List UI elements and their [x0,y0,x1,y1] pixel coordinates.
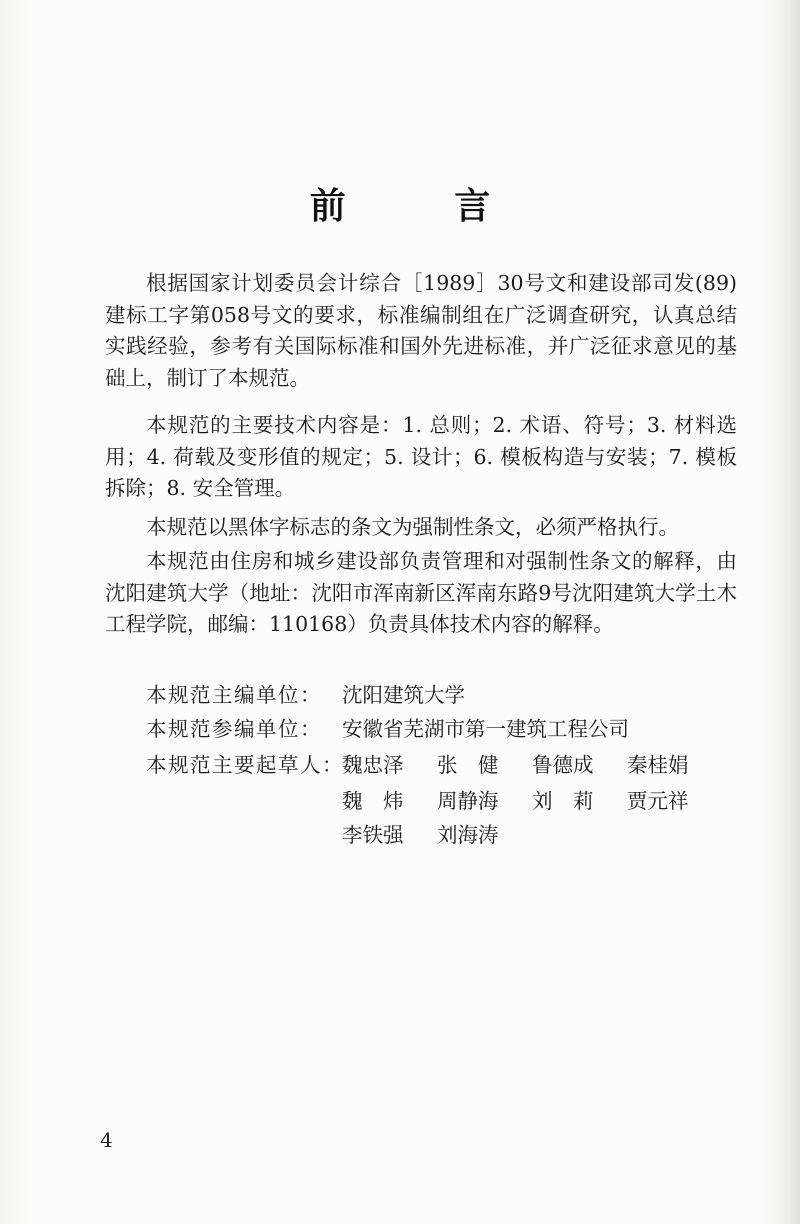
drafter-name: 刘 莉 [532,789,594,813]
drafters-row [146,750,342,782]
drafters-line-3 [342,820,532,852]
drafter-name: 刘海涛 [437,823,499,847]
chief-editor-label: 本规范主编单位： [146,683,322,707]
participant-row [146,714,629,746]
paragraph-mandatory: 本规范以黑体字标志的条文为强制性条文，必须严格执行。 [146,515,679,539]
page-number: 4 [100,1128,113,1152]
drafter-name: 魏 炜 [342,789,404,813]
drafter-name: 张 健 [437,753,499,777]
drafters-line-2 [342,786,722,818]
drafter-name: 鲁德成 [532,753,594,777]
drafter-name: 周静海 [437,789,499,813]
chief-editor-row [146,680,465,712]
drafter-name: 李铁强 [342,823,404,847]
paragraph-contents: 本规范的主要技术内容是：1. 总则；2. 术语、符号；3. 材料选用；4. 荷载及变形值的规定；5. 设计；6. 模板构造与安装；7. 模板拆除；8. 安全管理。 [105,413,737,500]
chief-editor-value: 沈阳建筑大学 [342,683,465,707]
drafter-name: 贾元祥 [627,789,689,813]
drafters-label: 本规范主要起草人： [146,753,344,777]
page-title: 前 言 [309,186,539,227]
paragraph-management: 本规范由住房和城乡建设部负责管理和对强制性条文的解释，由沈阳建筑大学（地址：沈阳市浑南新区浑南东路9号沈阳建筑大学土木工程学院，邮编：110168）负责具体技术内容的解释。 [105,549,737,636]
participant-label: 本规范参编单位： [146,717,322,741]
drafters-line-1 [342,750,722,782]
paragraph-intro: 根据国家计划委员会计综合［1989］30号文和建设部司发(89)建标工字第058号文的要求，标准编制组在广泛调查研究，认真总结实践经验，参考有关国际标准和国外先进标准，并广泛征求意见的基础上，制订了本规范。 [105,271,737,390]
drafter-name: 秦桂娟 [627,753,689,777]
participant-value: 安徽省芜湖市第一建筑工程公司 [342,717,629,741]
drafter-name: 魏忠泽 [342,753,404,777]
